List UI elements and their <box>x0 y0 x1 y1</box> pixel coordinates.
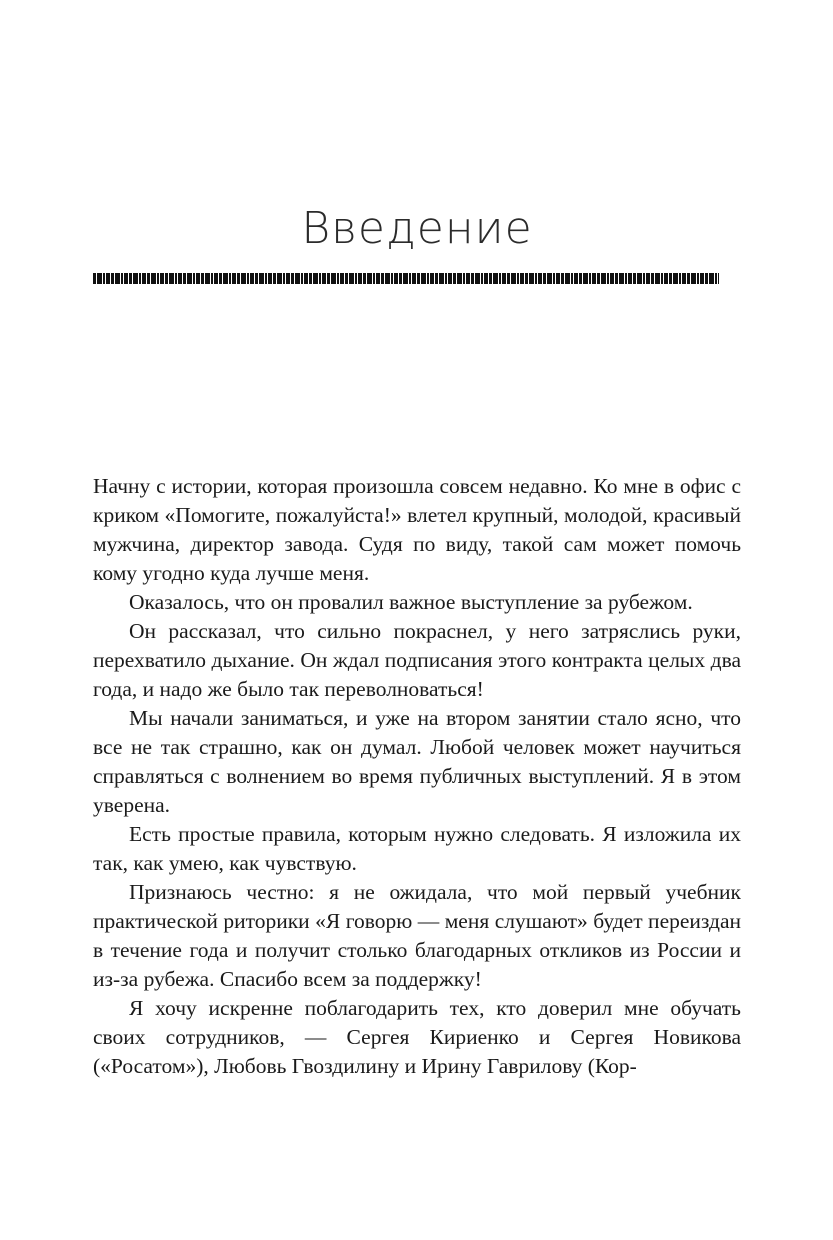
paragraph: Есть простые правила, которым нужно следовать. Я изложила их так, как умею, как чувствую. <box>93 822 741 876</box>
paragraph: Начну с истории, которая произошла совсем недавно. Ко мне в офис с криком «Помогите, пожалуйста!» влетел крупный, молодой, красивый мужчина, директор завода. Судя по виду, такой сам может помочь кому угодно куда лучше меня. <box>93 474 741 586</box>
paragraph: Признаюсь честно: я не ожидала, что мой первый учебник практической риторики «Я говорю — меня слушают» будет переиздан в течение года и получит столько благодарных откликов из России и из-за рубежа. Спасибо всем за поддержку! <box>93 880 741 992</box>
chapter-body <box>93 472 741 1081</box>
paragraph: Оказалось, что он провалил важное выступление за рубежом. <box>129 590 693 615</box>
paragraph: Он рассказал, что сильно покраснел, у него затряслись руки, перехватило дыхание. Он ждал подписания этого контракта целых два года, и надо же было так переволноваться! <box>93 619 741 702</box>
barcode-divider <box>93 273 719 284</box>
paragraph: Мы начали заниматься, и уже на втором занятии стало ясно, что все не так страшно, как он думал. Любой человек может научиться справляться с волнением во время публичных выступлений. Я в этом уверена. <box>93 706 741 818</box>
chapter-title: Введение <box>301 203 533 254</box>
paragraph: Я хочу искренне поблагодарить тех, кто доверил мне обучать своих сотрудников, — Сергея Кириенко и Сергея Новикова («Росатом»), Любовь Гвоздилину и Ирину Гаврилову (Кор- <box>93 996 741 1079</box>
